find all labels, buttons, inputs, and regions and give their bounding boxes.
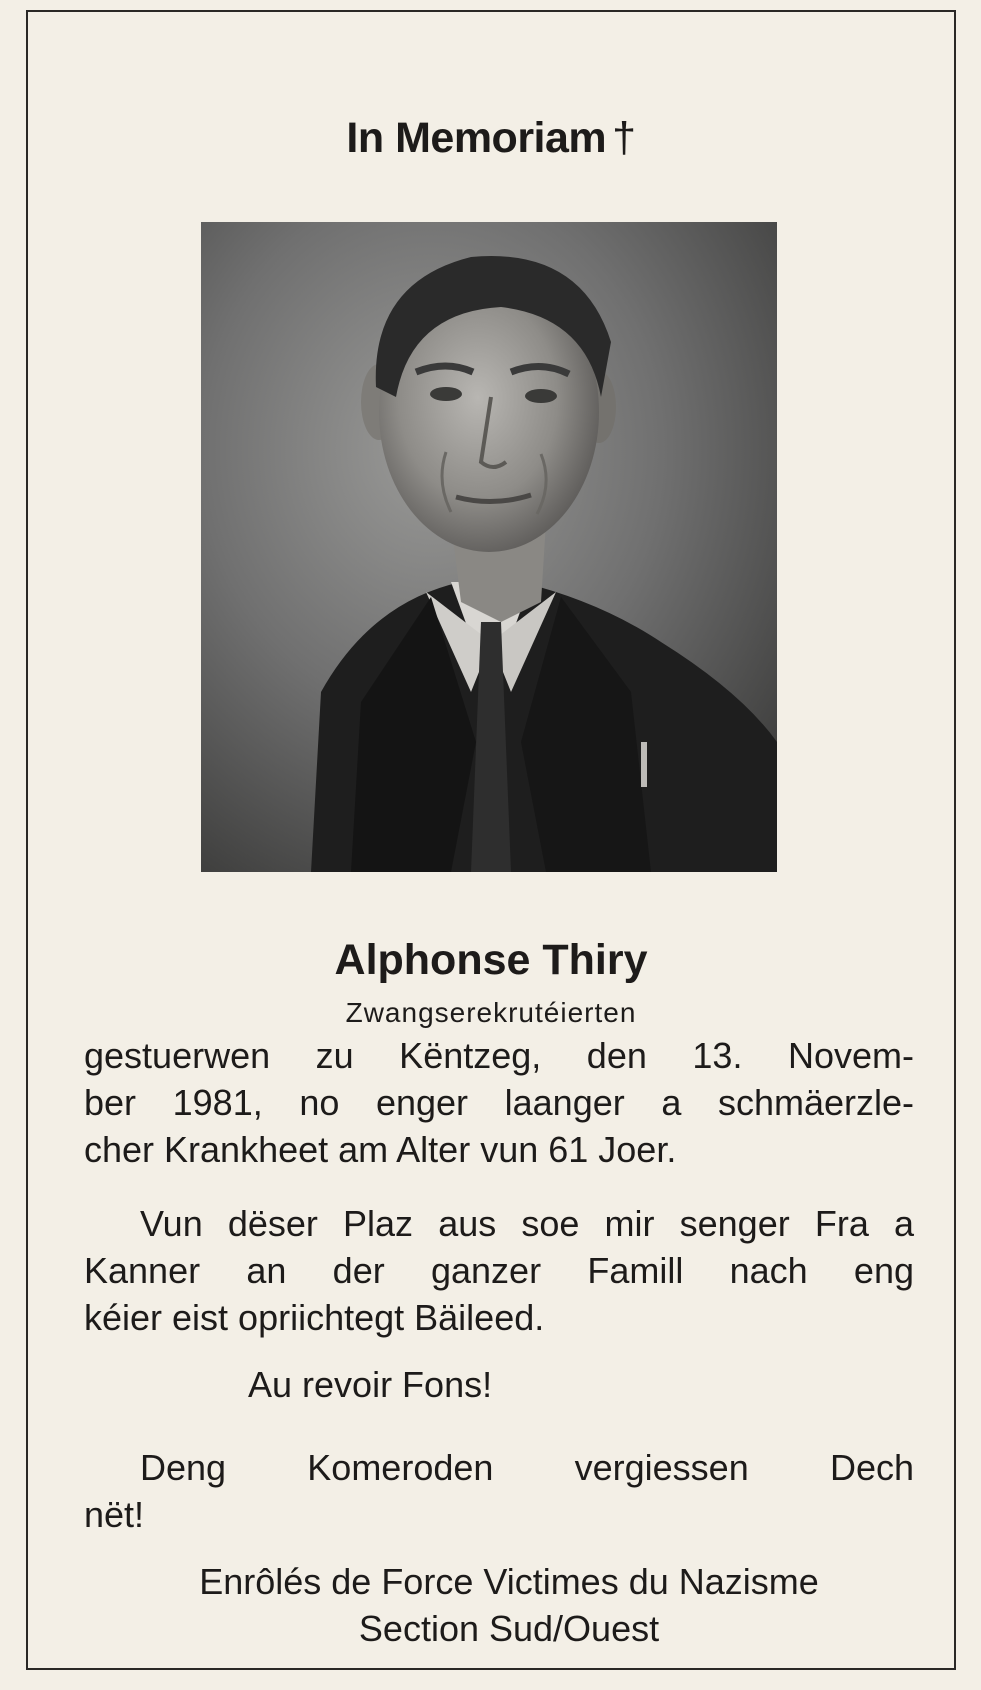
- portrait-photo: [201, 222, 777, 872]
- death-announcement: [84, 1032, 914, 1173]
- farewell-line: Au revoir Fons!: [248, 1364, 493, 1405]
- notice-title-text: In Memoriam: [346, 114, 607, 162]
- announcement-line: ber 1981, no enger laanger a schmäerzle-: [84, 1082, 914, 1123]
- condolence-line: kéier eist opriichtegt Bäileed.: [84, 1297, 545, 1338]
- deceased-name: Alphonse Thiry: [334, 936, 648, 984]
- organization-signature: [28, 1558, 954, 1652]
- condolence-line: Kanner an der ganzer Famill nach eng: [84, 1250, 914, 1291]
- condolence-line: Vun dëser Plaz aus soe mir senger Fra a: [140, 1203, 914, 1244]
- announcement-line: cher Krankheet am Alter vun 61 Joer.: [84, 1129, 677, 1170]
- cross-icon: †: [612, 114, 636, 162]
- memorial-notice: [26, 10, 956, 1670]
- organization-section: Section Sud/Ouest: [358, 1608, 660, 1649]
- comrades-line: nët!: [84, 1494, 145, 1535]
- condolence-paragraph: [84, 1200, 914, 1341]
- notice-title: [28, 114, 954, 163]
- deceased-subtitle: Zwangserekrutéierten: [345, 997, 637, 1028]
- comrades-message: [84, 1444, 914, 1538]
- comrades-line: Deng Komeroden vergiessen Dech: [140, 1447, 914, 1488]
- organization-name: Enrôlés de Force Victimes du Nazisme: [199, 1561, 819, 1602]
- announcement-line: gestuerwen zu Këntzeg, den 13. Novem-: [84, 1035, 914, 1076]
